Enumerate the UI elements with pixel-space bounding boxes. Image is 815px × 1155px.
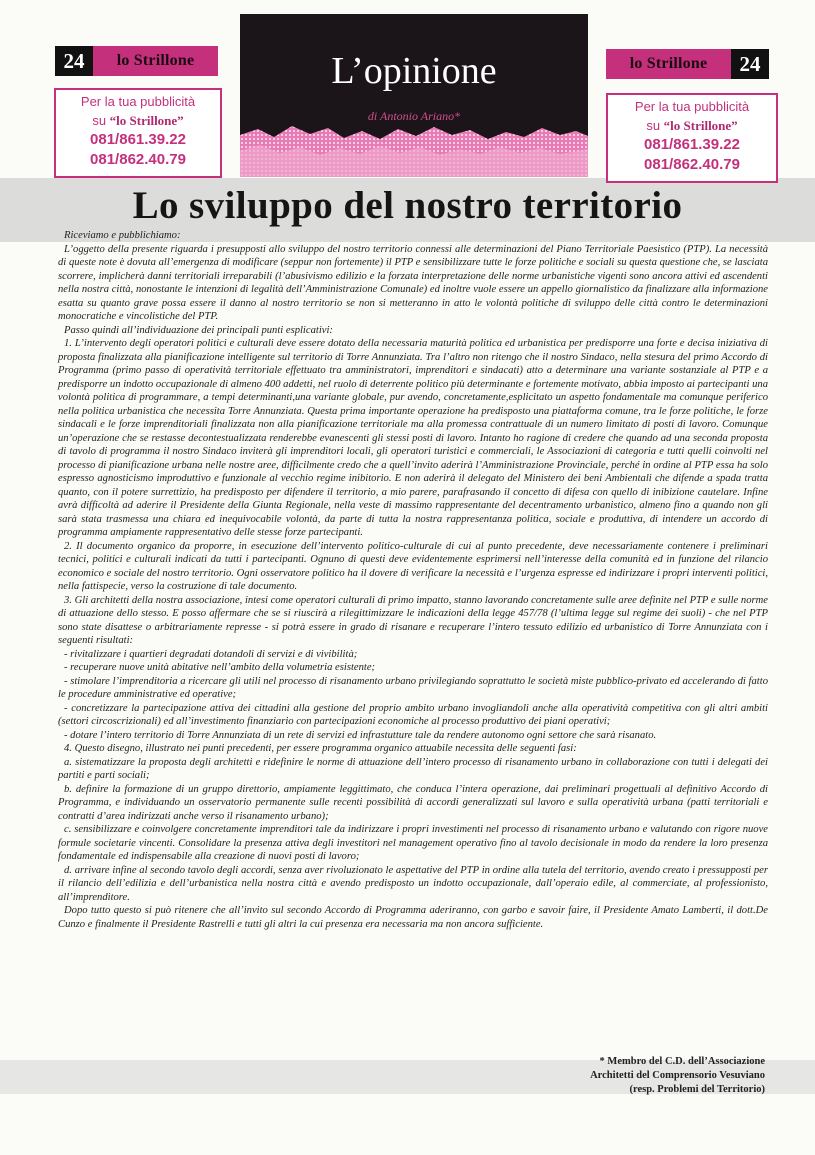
section-title: L’opinione (331, 50, 497, 92)
article-paragraph: 1. L’intervento degli operatori politici e culturali deve essere dotato della necessaria maturità politica ed urbanistica per predisporre una forte e decisa iniziativa di proposta finalizzata alla pianificazione intelligente sul territorio di Torre Annunziata. Tra l’altro non ritengo che il nostro Sindaco, nella stesura del primo Accordo di Programma (primo passo di operatività territoriale effettuato tra amministratori, imprenditori e sindacati) atto a determinare una variante sostanziale al PTP e a predisporre un indotto occupazionale di almeno 400 addetti, nel ruolo di deterrente politico più determinante e fortemente motivato, abbia imposto ai partecipanti una volontà politica di programmare, a tempi determinanti,una variante globale, pur avendo, concretamente,esplicitato un aspetto fondamentale ma comunque periferico nella politica urbanistica che necessita Torre Annunziata. Questa prima importante operazione ha predisposto una piattaforma comune, tra le forze politiche, le forze sindacali e le forze imprenditoriali finalizzata non alla pianificazione territoriale ma alla promessa contrattuale di un numero limitato di posti di lavoro. Comunque un’operazione che se restasse decontestualizzata renderebbe evanescenti gli stessi posti di lavoro. Intanto ho ragione di credere che quando ad una seconda proposta di tavolo di programma il nostro Sindaco inviterà gli imprenditori locali, gli operatori turistici e commerciali, le Associazioni di categoria e tutti quelli coinvolti nel processo di pianificazione urbana nelle nostre aree, difficilmente credo che a quell’invito aderirà l’Amministrazione Provinciale, perché in ordine al PTP essa ha solo espresso agnosticismo improduttivo e funzionale al vecchio regime inibitorio. E non aderirà il delegato del Ministero dei beni Ambientali che difende a spada tratta quanto, con il potere surrettizio, ha predisposto per difendere il territorio, a mio parere, parafrasando il concetto di difesa con quello di inibizione cautelare. Infine avrà difficoltà ad aderire il Presidente della Giunta Regionale, nella veste di massimo rappresentante del decentramento urbanistico, almeno fino a quando non gli sarà stata trasmessa una chiara ed inequivocabile volontà, da parte di tutta la nostra rappresentanza politica, sociale e produttiva, di intendere un accordo di programma ampiamente rappresentativo delle stesse forze partecipanti. (58, 338, 768, 538)
article-list-item: c. sensibilizzare e coinvolgere concretamente imprenditori tale da indirizzare i propri investimenti nel processo di risanamento urbano e valutando con rigore nuove formule societarie vincenti. Consolidare la presenza attiva degli investitori nel management operativo fino al tavolo decisionale in modo da rendere la loro presenza fondamentale ed indispensabile alla creazione di nuovi posti di lavoro; (58, 824, 768, 862)
article-list-item: - dotare l’intero territorio di Torre Annunziata di un rete di servizi ed infrastutture tale da rendere autonomo ogni settore che sarà risanato. (64, 729, 657, 741)
ad-line2: su “lo Strillone” (92, 113, 184, 128)
article-paragraph: 4. Questo disegno, illustrato nei punti precedenti, per essere programma organico attuabile necessita delle seguenti fasi: (64, 743, 577, 754)
ad-line1: Per la tua pubblicità (80, 94, 196, 109)
ad-line1: Per la tua pubblicità (634, 99, 750, 114)
article-headline: Lo sviluppo del nostro territorio (132, 184, 683, 227)
article-list-item: - recuperare nuove unità abitative nell’ambito della volumetria esistente; (64, 662, 376, 673)
page-header-left (55, 46, 218, 76)
article-paragraph: 3. Gli architetti della nostra associazione, intesi come operatori culturali di primo impatto, stanno lavorando concretamente sulle aree definite nel PTP e sulle norme di attuazione dello stesso. E posso affermare che se si riuscirà a rilegittimizzare le indicazioni della legge 457/78 (l’ultima legge sul regime dei suoli) - che nel PTP sono state disattese o arbitrariamente represse - si potrà essere in grado di risanare e recuperare l’intero tessuto edilizio ed urbanistico di Torre Annunziata con i seguenti risultati: (58, 594, 768, 646)
credit-line2: Architetti del Comprensorio Vesuviano (590, 1070, 765, 1081)
paper-name-right: lo Strillone (606, 49, 731, 79)
article-list-item: - concretizzare la partecipazione attiva dei cittadini alla gestione del proprio ambito urbano invogliandoli anche alla operatività competitiva con gli altri ambiti (settori circoscrizionali) ed all’investimento finanziario con partecipazioni economiche al processo produttivo dei piani operativi; (58, 702, 768, 727)
article-paragraph: Passo quindi all’individuazione dei principali punti esplicativi: (64, 324, 333, 336)
article-list-item: d. arrivare infine al secondo tavolo degli accordi, senza aver rivoluzionato le aspettative del PTP in ordine alla tutela del territorio, avendo creato i pressupposti per il rilancio dell’edilizia e dell’urbanistica nella nostra città e avendo predisposto un indotto occupazionale, dall’operaio edile, al commerciate, al professionisto, all’imprenditore. (58, 864, 768, 903)
byline: di Antonio Ariano* (367, 109, 461, 123)
article-list-item: - stimolare l’imprenditoria a ricercare gli utili nel processo di risanamento urbano privilegiando soprattutto le società miste pubblico-privato ed accelerando di fatto le procedure amministrative ed operative; (58, 675, 768, 700)
article-list-item: - rivitalizzare i quartieri degradati dotandoli di servizi e di vivibilità; (64, 648, 358, 660)
author-credit (590, 1055, 765, 1097)
ad-line2: su “lo Strillone” (646, 118, 738, 133)
ad-phone2: 081/862.40.79 (90, 151, 186, 168)
page-header-right (606, 49, 769, 79)
ad-phone1: 081/861.39.22 (644, 136, 740, 153)
article-paragraph: L’oggetto della presente riguarda i presupposti allo sviluppo del nostro territorio connessi alle determinazioni del Piano Territoriale Paesistico (PTP). La necessità di queste note è dovuta all’emergenza di modificare (seppur non fortemente) il PTP e sensibilizzare tutte le forze politiche e sociali su questa questione che, se lasciata scorrere, implicherà danni territoriali irreparabili (l’abusivismo edilizio e la forzata interpretazione delle norme urbanistiche vigenti sono ancora attivi ed ascendenti nella nostra città, nonostante le intenzioni di legalità dell’Amministrazione Comunale) ed inoltre vuole essere un appello giornalistico da finalizzare alla informazione esatta su quanto grave possa essere il danno al nostro territorio se non si metteranno in atto le volontà politiche di sviluppo delle città contro le determinazioni monocratiche e vincolistiche del PTP. (58, 243, 768, 322)
page-number-right: 24 (731, 49, 769, 79)
credit-line1: * Membro del C.D. dell’Associazione (599, 1056, 765, 1067)
article-paragraph: Riceviamo e pubblichiamo: (64, 230, 181, 241)
ad-phone2: 081/862.40.79 (644, 156, 740, 173)
article-paragraph: Dopo tutto questo si può ritenere che all’invito sul secondo Accordo di Programma aderiranno, con garbo e savoir faire, il Presidente Amato Lamberti, il dott.De Cunzo e finalmente il Presidente Rastrelli e tutti gli altri la cui presenza era necessaria ma non ancora sufficiente. (58, 905, 768, 930)
article-list-item: b. definire la formazione di un gruppo direttorio, ampiamente leggittimato, che conduca l’intera operazione, dai preliminari progettuali al definitivo Accordo di Programma, e individuando un osservatorio permanente sulle recenti possibilità di accordi generalizzati sul lavoro e sulla operatività urbana (patti territoriali e contratti d’area indirizzati anche verso il risanamento urbano); (58, 783, 768, 822)
section-banner (240, 14, 588, 177)
ad-box-left (54, 88, 222, 178)
ad-phone1: 081/861.39.22 (90, 131, 186, 148)
paper-name-left: lo Strillone (93, 46, 218, 76)
article-paragraph: 2. Il documento organico da proporre, in esecuzione dell’intervento politico-culturale di cui al punto precedente, deve necessariamente contenere i preliminari tecnici, politici e culturali indicati da tutti i partecipanti. Ognuno di questi deve evidentemente esprimersi nell’interesse della comunità ed in funzione del rilancio economico e sociale del nostro territorio. Ogni osservatore politico ha il dovere di verificare la necessità e l’urgenza espresse ed indirizzare i propri interventi politici, nella fattispecie, verso la costruzione di tale documento. (58, 540, 768, 592)
article-list-item: a. sistematizzare la proposta degli architetti e ridefinire le norme di attuazione dell’intero processo di risanamento urbano in collaborazione con tutti i delegati dei partiti e parti sociali; (58, 756, 768, 781)
mountain-pattern-graphic (240, 117, 588, 177)
page-number-left: 24 (55, 46, 93, 76)
ad-box-right (606, 93, 778, 183)
credit-line3: (resp. Problemi del Territorio) (629, 1084, 765, 1095)
article-body (58, 229, 768, 931)
